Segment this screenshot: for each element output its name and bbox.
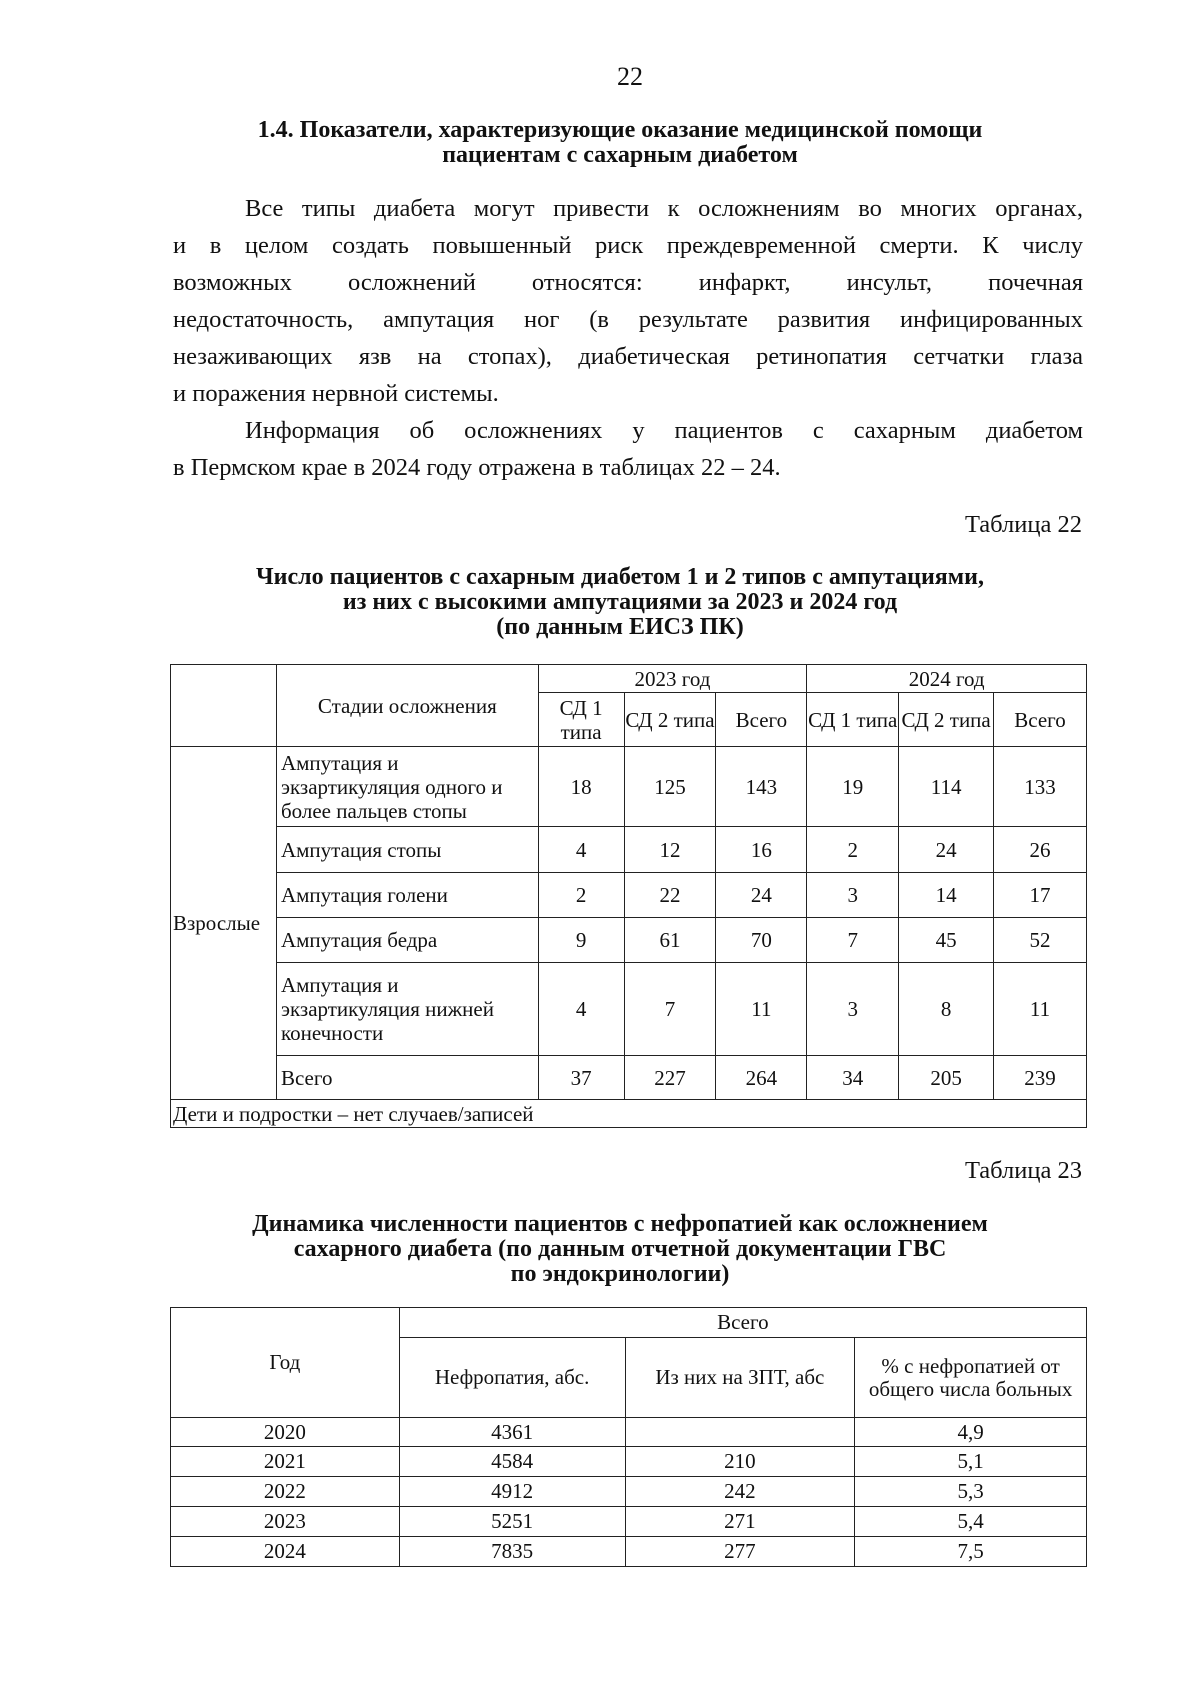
zpt-cell: 277 [625, 1537, 855, 1567]
table-row [171, 1477, 1087, 1507]
value-cell: 37 [538, 1056, 624, 1100]
percent-cell: 5,3 [855, 1477, 1087, 1507]
table23-title-line: сахарного диабета (по данным отчетной документации ГВС [293, 1236, 947, 1262]
table23-label: Таблица 23 [964, 1157, 1082, 1184]
header-sd1-2024: СД 1 типа [807, 693, 899, 747]
paragraph-complications [173, 190, 1083, 412]
value-cell: 2 [538, 873, 624, 918]
value-cell: 239 [994, 1056, 1087, 1100]
value-cell: 70 [716, 918, 807, 963]
nephro-cell: 7835 [399, 1537, 625, 1567]
value-cell: 18 [538, 747, 624, 827]
value-cell: 11 [994, 963, 1087, 1056]
table23-title-line: по эндокринологии) [510, 1261, 730, 1287]
value-cell: 227 [624, 1056, 716, 1100]
table22-title-line: из них с высокими ампутациями за 2023 и 2024 год [342, 589, 898, 615]
table-row [171, 827, 1087, 873]
header-year-2023: 2023 год [538, 665, 807, 693]
value-cell: 3 [807, 963, 899, 1056]
nephro-cell: 4584 [399, 1447, 625, 1477]
header-sd1-2023: СД 1 типа [538, 693, 624, 747]
paragraph-line: возможных осложнений относятся: инфаркт, инсульт, почечная [173, 269, 1083, 296]
header-total-2023: Всего [716, 693, 807, 747]
percent-cell: 4,9 [855, 1418, 1087, 1447]
paragraph-line: в Пермском крае в 2024 году отражена в таблицах 22 – 24. [173, 454, 781, 481]
header-total: Всего [399, 1308, 1086, 1338]
table-row [171, 1507, 1087, 1537]
stage-cell: Ампутация голени [276, 873, 538, 918]
header-stage: Стадии осложнения [276, 665, 538, 747]
header-year: Год [171, 1308, 400, 1418]
paragraph-line: недостаточность, ампутация ног (в результате развития инфицированных [173, 306, 1083, 333]
table-row [171, 918, 1087, 963]
value-cell: 26 [994, 827, 1087, 873]
value-cell: 4 [538, 963, 624, 1056]
value-cell: 16 [716, 827, 807, 873]
header-total-2024: Всего [994, 693, 1087, 747]
table-nephropathy [170, 1307, 1087, 1567]
value-cell: 61 [624, 918, 716, 963]
table23-title [150, 1212, 1090, 1287]
percent-cell: 7,5 [855, 1537, 1087, 1567]
percent-cell: 5,4 [855, 1507, 1087, 1537]
table-row [171, 1537, 1087, 1567]
percent-cell: 5,1 [855, 1447, 1087, 1477]
year-cell: 2022 [171, 1477, 400, 1507]
value-cell: 12 [624, 827, 716, 873]
value-cell: 24 [899, 827, 994, 873]
value-cell: 205 [899, 1056, 994, 1100]
header-percent: % с нефропатией от общего числа больных [855, 1338, 1087, 1418]
stage-cell: Ампутация бедра [276, 918, 538, 963]
value-cell: 114 [899, 747, 994, 827]
table22-note: Дети и подростки – нет случаев/записей [171, 1100, 1087, 1128]
value-cell: 7 [807, 918, 899, 963]
year-cell: 2021 [171, 1447, 400, 1477]
paragraph-line: незаживающих язв на стопах), диабетическая ретинопатия сетчатки глаза [173, 343, 1083, 370]
value-cell: 143 [716, 747, 807, 827]
value-cell: 4 [538, 827, 624, 873]
header-sd2-2024: СД 2 типа [899, 693, 994, 747]
nephro-cell: 4912 [399, 1477, 625, 1507]
value-cell: 11 [716, 963, 807, 1056]
table-amputations [170, 664, 1087, 1128]
value-cell: 133 [994, 747, 1087, 827]
paragraph-line: и в целом создать повышенный риск преждевременной смерти. К числу [173, 232, 1083, 259]
section-title-line: пациентам с сахарным диабетом [442, 142, 798, 168]
stage-cell-total: Всего [276, 1056, 538, 1100]
value-cell: 45 [899, 918, 994, 963]
table-row [171, 963, 1087, 1056]
header-nephropathy: Нефропатия, абс. [399, 1338, 625, 1418]
year-cell: 2023 [171, 1507, 400, 1537]
header-sd2-2023: СД 2 типа [624, 693, 716, 747]
table22-label: Таблица 22 [964, 511, 1082, 538]
value-cell: 19 [807, 747, 899, 827]
zpt-cell [625, 1418, 855, 1447]
page-number: 22 [617, 62, 643, 91]
value-cell: 52 [994, 918, 1087, 963]
section-title [150, 118, 1090, 168]
table-row [171, 1418, 1087, 1447]
table-row [171, 1447, 1087, 1477]
value-cell: 125 [624, 747, 716, 827]
value-cell: 7 [624, 963, 716, 1056]
table22-title-line: Число пациентов с сахарным диабетом 1 и 2 типов с ампутациями, [256, 564, 984, 590]
value-cell: 14 [899, 873, 994, 918]
value-cell: 34 [807, 1056, 899, 1100]
paragraph-info [173, 412, 1083, 486]
stage-cell: Ампутация и экзартикуляция одного и более пальцев стопы [276, 747, 538, 827]
stage-cell: Ампутация и экзартикуляция нижней конечности [276, 963, 538, 1056]
value-cell: 22 [624, 873, 716, 918]
value-cell: 264 [716, 1056, 807, 1100]
table-row-total [171, 1056, 1087, 1100]
header-year-2024: 2024 год [807, 665, 1087, 693]
year-cell: 2020 [171, 1418, 400, 1447]
value-cell: 24 [716, 873, 807, 918]
table-row [171, 747, 1087, 827]
value-cell: 8 [899, 963, 994, 1056]
group-adults: Взрослые [171, 747, 277, 1100]
value-cell: 17 [994, 873, 1087, 918]
paragraph-line: и поражения нервной системы. [173, 380, 499, 407]
table22-title [150, 565, 1090, 640]
table23-title-line: Динамика численности пациентов с нефропатией как осложнением [252, 1211, 988, 1237]
table22-title-line: (по данным ЕИСЗ ПК) [496, 614, 744, 640]
paragraph-line: Информация об осложнениях у пациентов с сахарным диабетом [245, 417, 1083, 444]
zpt-cell: 242 [625, 1477, 855, 1507]
value-cell: 3 [807, 873, 899, 918]
value-cell: 9 [538, 918, 624, 963]
zpt-cell: 271 [625, 1507, 855, 1537]
nephro-cell: 4361 [399, 1418, 625, 1447]
stage-cell: Ампутация стопы [276, 827, 538, 873]
year-cell: 2024 [171, 1537, 400, 1567]
value-cell: 2 [807, 827, 899, 873]
zpt-cell: 210 [625, 1447, 855, 1477]
section-title-line: 1.4. Показатели, характеризующие оказание медицинской помощи [257, 117, 983, 143]
table-row [171, 873, 1087, 918]
paragraph-line: Все типы диабета могут привести к осложнениям во многих органах, [245, 195, 1083, 222]
header-zpt: Из них на ЗПТ, абс [625, 1338, 855, 1418]
header-empty-cell [171, 665, 277, 747]
nephro-cell: 5251 [399, 1507, 625, 1537]
